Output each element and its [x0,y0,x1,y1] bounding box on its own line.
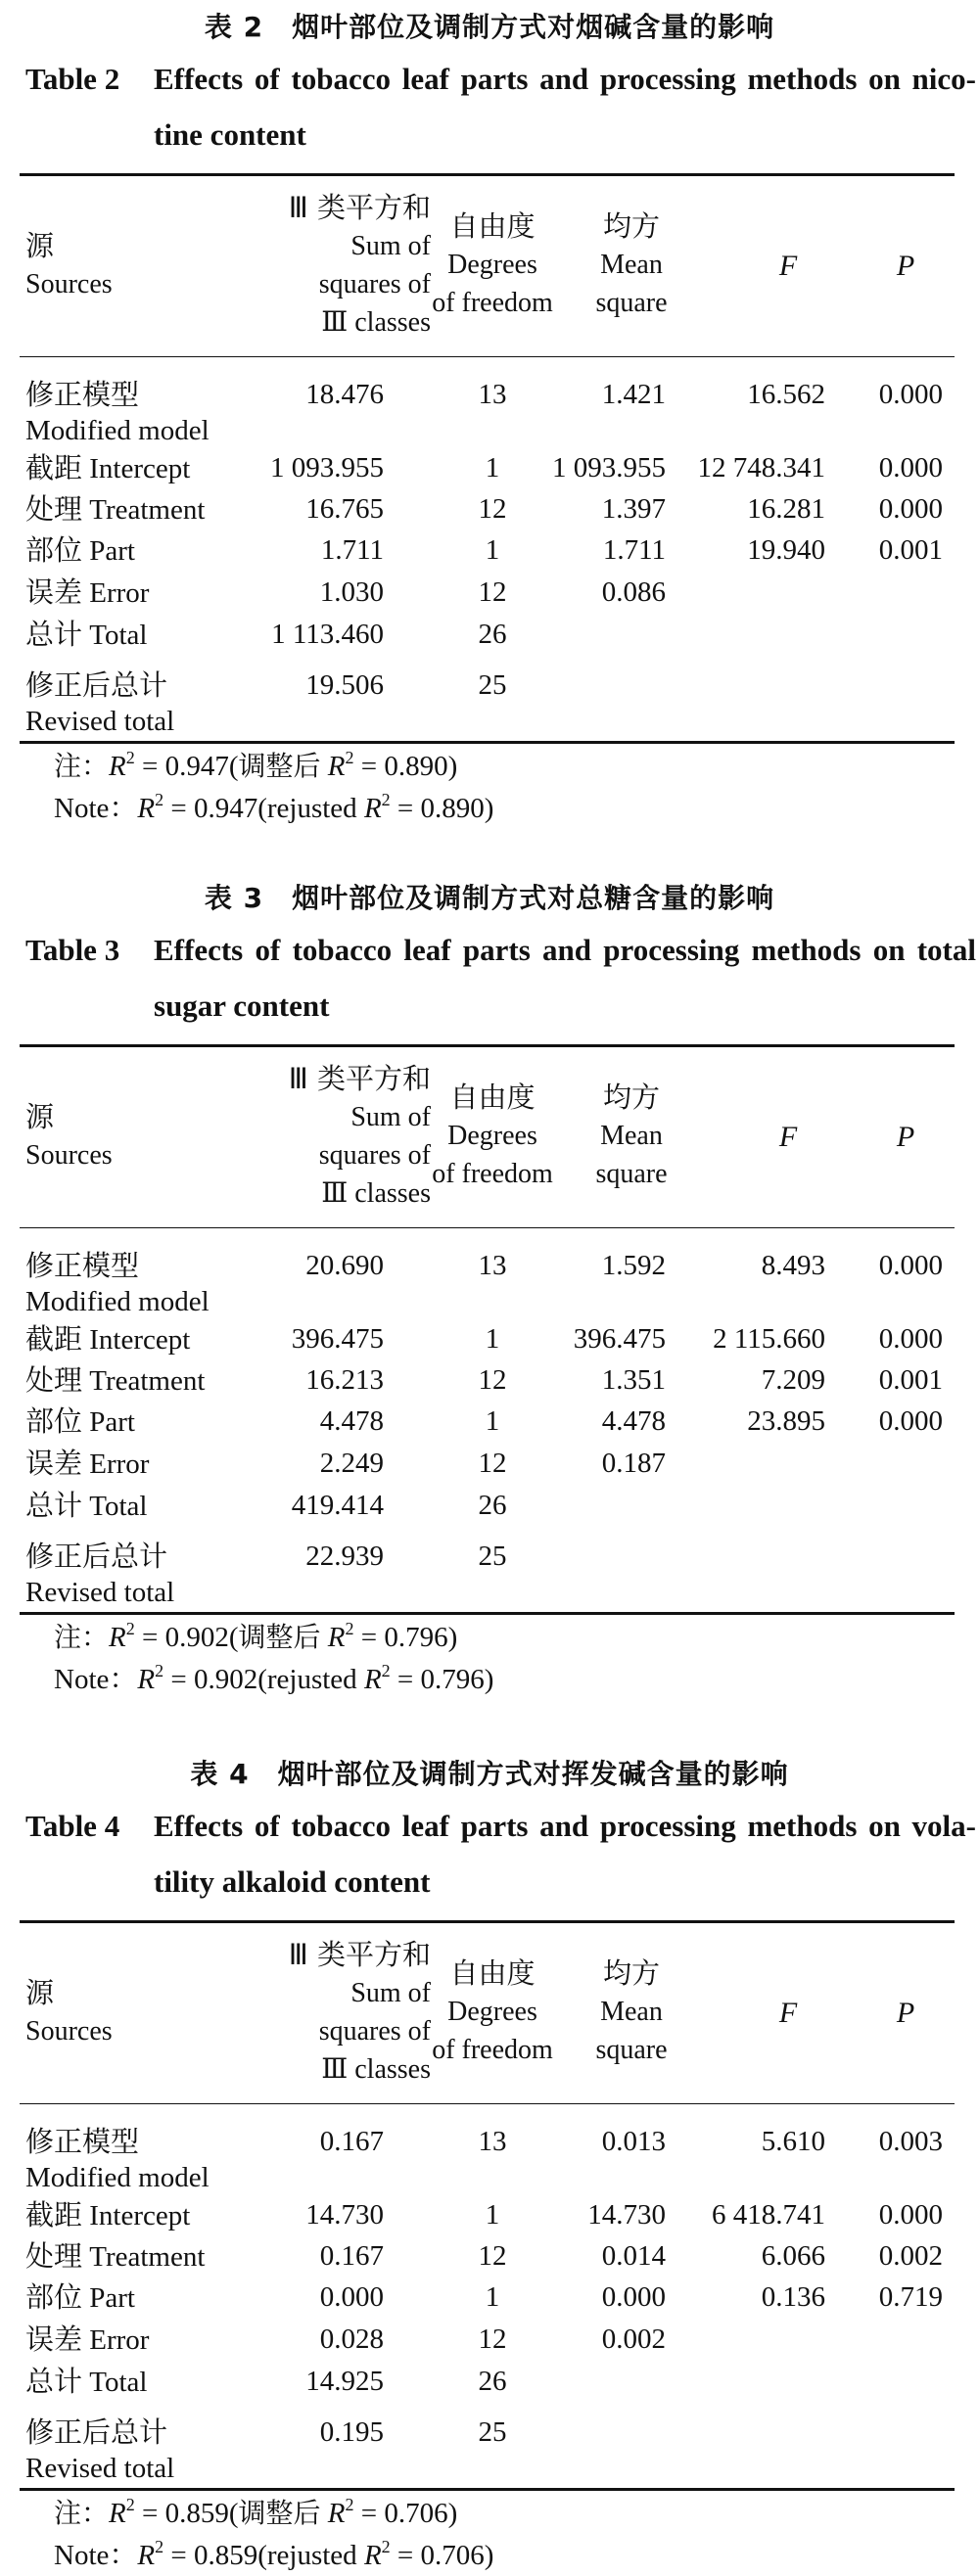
row-source-en: Part [89,535,135,567]
header-df-line: 自由度 [449,1956,536,1990]
row-source [25,532,135,569]
note-r2: 0.902 [164,1622,229,1653]
row-source-cn: 修正后总计 [25,2415,168,2449]
header-sources-cn: 源 [25,1976,55,2009]
header-p-label: P [896,1121,915,1153]
header-df-line: 自由度 [449,209,536,243]
row-sum-of-squares: 0.028 [319,2323,384,2355]
row-source-cn: 总计 [25,2365,83,2398]
table-title-cn: 表 2 烟叶部位及调制方式对烟碱含量的影响 [204,11,775,43]
note-adj-label: rejusted [266,2540,357,2571]
row-mean-square: 1.421 [601,379,666,410]
r-symbol: R [109,751,126,782]
table-label: Table 4 [25,1809,120,1843]
row-source-en: Total [89,2367,148,2398]
note-prefix: Note： [54,2540,138,2571]
note-adj-label: 调整后 [238,750,321,782]
note-r2: 0.902 [193,1664,258,1695]
note-en: Note：$R^2$ = 0.859(rejusted $R^2 = 0.706$) [54,2537,494,2571]
table-header-rule [20,1227,955,1228]
row-mean-square: 0.014 [601,2240,666,2272]
row-sum-of-squares: 1.030 [319,576,384,608]
note-adj-r2: 0.796 [384,1622,448,1653]
header-sources-en: Sources [25,1140,113,1171]
table-bottom-rule [20,2488,955,2491]
note-prefix: Note： [54,1664,138,1695]
note-adj-r2: 0.706 [420,2540,485,2571]
note-r2: 0.947 [164,751,229,782]
note-en: Note：$R^2$ = 0.947(rejusted $R^2 = 0.890$) [54,790,494,824]
table-header-rule [20,2103,955,2104]
header-ss-line: Ⅲ 类平方和 [288,191,431,224]
header-p [881,247,930,286]
header-degrees-of-freedom [424,207,561,322]
row-df: 26 [478,619,507,650]
header-ss-line: Sum of [350,1978,431,2008]
row-sum-of-squares: 419.414 [291,1490,384,1521]
table-title-en [25,1798,976,1909]
row-mean-square: 1 093.955 [552,452,666,483]
note-cn: 注：$R^2 = 0.859$(调整后 $R^2 = 0.706$) [54,2495,458,2529]
header-sum-of-squares [264,1936,431,2089]
row-source-cn: 处理 [25,2239,83,2273]
row-source-en: Treatment [89,1365,206,1397]
row-sum-of-squares: 1 093.955 [270,452,384,483]
table-title-line1: Effects of tobacco leaf parts and processing methods on total [154,933,976,967]
row-sum-of-squares: 18.476 [305,379,384,410]
row-mean-square: 0.000 [601,2281,666,2313]
header-mean-square [578,1955,685,2069]
row-df: 1 [485,2281,500,2313]
row-f: 16.562 [747,379,825,410]
note-adj-label: 调整后 [238,1621,321,1653]
row-source-cn: 误差 [25,1447,83,1480]
header-sources [25,1098,113,1174]
header-f [764,247,813,286]
row-source-en: Intercept [89,453,191,484]
row-sum-of-squares: 14.730 [305,2199,384,2231]
row-p: 0.000 [878,452,943,483]
row-df: 25 [478,669,507,701]
row-df: 12 [478,1448,507,1479]
note-adj-r2: 0.890 [384,751,448,782]
header-f-label: F [778,250,798,282]
note-r2: 0.859 [164,2498,229,2529]
row-source-en: Modified model [25,1286,210,1317]
r-exponent: 2 [345,1619,354,1638]
table-title-line2: tility alkaloid content [154,1864,431,1899]
row-f: 6.066 [761,2240,825,2272]
row-df: 26 [478,2366,507,2397]
row-source-en: Intercept [89,2200,191,2231]
header-ms-line: 均方 [602,1081,660,1114]
row-source-en: Modified model [25,415,210,446]
row-df: 1 [485,1323,500,1355]
row-sum-of-squares: 1.711 [320,534,384,566]
row-p: 0.001 [878,534,943,566]
row-p: 0.002 [878,2240,943,2272]
row-df: 12 [478,493,507,525]
row-source-en: Error [89,2324,150,2356]
header-sum-of-squares [264,1060,431,1213]
row-f: 5.610 [761,2126,825,2157]
row-source [25,2415,174,2486]
r-symbol: R [109,1622,126,1653]
r-symbol: R [109,2498,126,2529]
row-mean-square: 14.730 [587,2199,666,2231]
row-source-en: Error [89,1449,150,1480]
table-title-text [154,922,976,1034]
r-symbol: R [363,793,382,824]
row-sum-of-squares: 1 113.460 [271,619,384,650]
header-sources-en: Sources [25,2016,113,2047]
row-source [25,667,174,739]
row-source-cn: 部位 [25,2280,83,2314]
row-source-cn: 修正后总计 [25,668,168,702]
header-sources-cn: 源 [25,229,55,262]
header-df-line: of freedom [432,2035,553,2065]
row-mean-square: 396.475 [573,1323,666,1355]
header-ms-line: 均方 [602,209,660,243]
r-exponent: 2 [155,2537,164,2556]
header-f [764,1118,813,1157]
row-source [25,617,147,653]
row-mean-square: 1.592 [601,1250,666,1281]
note-prefix: 注： [54,750,110,782]
row-source-en: Part [89,1406,135,1438]
row-mean-square: 0.013 [601,2126,666,2157]
row-source [25,2279,135,2316]
note-adj-r2: 0.890 [420,793,485,824]
row-f: 23.895 [747,1405,825,1437]
row-sum-of-squares: 22.939 [305,1541,384,1572]
row-source [25,1321,190,1357]
r-symbol: R [363,2540,382,2571]
row-source-cn: 误差 [25,2323,83,2356]
row-f: 7.209 [761,1364,825,1396]
header-ms-line: square [595,1159,668,1189]
note-adj-label: rejusted [266,793,357,824]
row-p: 0.000 [878,1250,943,1281]
row-sum-of-squares: 19.506 [305,669,384,701]
row-source-cn: 修正模型 [25,378,140,411]
row-p: 0.000 [878,379,943,410]
row-sum-of-squares: 0.167 [319,2240,384,2272]
row-source-cn: 总计 [25,618,83,651]
table-block [0,871,979,1693]
header-ss-line: Ⅲ 类平方和 [288,1938,431,1971]
note-adj-r2: 0.796 [420,1664,485,1695]
row-source-cn: 修正模型 [25,2125,140,2158]
row-source-en: Intercept [89,1324,191,1356]
r-symbol: R [137,1664,156,1695]
note-prefix: Note： [54,793,138,824]
table-bottom-rule [20,741,955,744]
row-source-cn: 误差 [25,575,83,609]
row-df: 13 [478,2126,507,2157]
row-f: 0.136 [761,2281,825,2313]
header-ms-line: Mean [600,1121,663,1151]
row-source-cn: 部位 [25,533,83,567]
row-p: 0.000 [878,1323,943,1355]
row-mean-square: 1.711 [602,534,666,566]
row-df: 25 [478,1541,507,1572]
table-header-rule [20,356,955,357]
header-sources-en: Sources [25,269,113,299]
note-prefix: 注： [54,2497,110,2529]
note-en: Note：$R^2$ = 0.902(rejusted $R^2 = 0.796$) [54,1661,494,1695]
header-ss-line: squares of [318,1140,431,1171]
row-source-cn: 部位 [25,1404,83,1438]
table-bottom-rule [20,1612,955,1615]
r-exponent: 2 [125,2495,135,2514]
r-symbol: R [327,751,346,782]
header-ss-line: Ⅲ classes [321,2054,431,2085]
r-exponent: 2 [155,790,164,809]
header-ss-line: Sum of [350,1102,431,1132]
r-symbol: R [327,1622,346,1653]
row-f: 16.281 [747,493,825,525]
row-source-en: Part [89,2282,135,2314]
row-source-en: Treatment [89,494,206,526]
header-degrees-of-freedom [424,1079,561,1193]
note-r2: 0.859 [193,2540,258,2571]
row-source-en: Treatment [89,2241,206,2273]
header-ms-line: 均方 [602,1956,660,1990]
row-source-cn: 修正后总计 [25,1540,168,1573]
r-symbol: R [363,1664,382,1695]
row-df: 12 [478,2323,507,2355]
row-df: 1 [485,452,500,483]
note-adj-r2: 0.706 [384,2498,448,2529]
header-ss-line: Ⅲ classes [321,1178,431,1209]
table-title-cn: 表 3 烟叶部位及调制方式对总糖含量的影响 [204,882,775,914]
note-r2: 0.947 [193,793,258,824]
row-mean-square: 0.187 [601,1448,666,1479]
row-source-cn: 截距 [25,451,83,484]
row-df: 12 [478,2240,507,2272]
r-exponent: 2 [125,748,135,767]
header-mean-square [578,1079,685,1193]
header-mean-square [578,207,685,322]
header-sum-of-squares [264,189,431,342]
row-f: 12 748.341 [697,452,825,483]
row-df: 1 [485,2199,500,2231]
row-source [25,2197,190,2233]
row-source [25,1403,135,1440]
row-p: 0.000 [878,2199,943,2231]
table-title-line1: Effects of tobacco leaf parts and processing methods on nico- [154,62,976,96]
row-f: 6 418.741 [712,2199,825,2231]
row-p: 0.003 [878,2126,943,2157]
row-mean-square: 0.002 [601,2323,666,2355]
row-df: 13 [478,1250,507,1281]
header-ss-line: squares of [318,269,431,299]
table-title-en [25,51,976,162]
header-ms-line: Mean [600,1997,663,2027]
row-source-en: Error [89,577,150,609]
table-top-rule [20,1044,955,1047]
header-p-label: P [896,250,915,282]
table-title-en [25,922,976,1034]
table-title-line1: Effects of tobacco leaf parts and processing methods on vola- [154,1809,976,1843]
table-title-text [154,1798,976,1909]
row-source-cn: 截距 [25,1322,83,1356]
row-df: 1 [485,1405,500,1437]
header-sources [25,1974,113,2050]
table-label: Table 2 [25,62,120,96]
note-adj-label: 调整后 [238,2497,321,2529]
row-df: 12 [478,576,507,608]
header-ss-line: Ⅲ 类平方和 [288,1062,431,1095]
row-p: 0.000 [878,1405,943,1437]
r-symbol: R [137,2540,156,2571]
r-exponent: 2 [381,1661,391,1680]
header-df-line: Degrees [447,250,537,280]
header-df-line: of freedom [432,288,553,318]
note-cn: 注：$R^2 = 0.902$(调整后 $R^2 = 0.796$) [54,1619,458,1653]
header-ms-line: square [595,288,668,318]
header-df-line: of freedom [432,1159,553,1189]
row-p: 0.719 [878,2281,943,2313]
row-source-cn: 修正模型 [25,1249,140,1282]
r-exponent: 2 [345,748,354,767]
row-sum-of-squares: 2.249 [319,1448,384,1479]
row-source-cn: 处理 [25,1363,83,1397]
row-df: 12 [478,1364,507,1396]
row-p: 0.000 [878,493,943,525]
row-sum-of-squares: 16.213 [305,1364,384,1396]
header-f-label: F [778,1997,798,2029]
table-top-rule [20,1920,955,1923]
row-mean-square: 1.351 [601,1364,666,1396]
r-symbol: R [327,2498,346,2529]
table-top-rule [20,173,955,176]
row-sum-of-squares: 0.195 [319,2416,384,2448]
row-source [25,2364,147,2400]
note-cn: 注：$R^2 = 0.947$(调整后 $R^2 = 0.890$) [54,748,458,782]
row-source-en: Revised total [25,706,175,737]
header-sources-cn: 源 [25,1100,55,1133]
note-prefix: 注： [54,1621,110,1653]
row-sum-of-squares: 14.925 [305,2366,384,2397]
row-f: 2 115.660 [713,1323,825,1355]
header-degrees-of-freedom [424,1955,561,2069]
table-title-text [154,51,976,162]
header-p [881,1118,930,1157]
row-sum-of-squares: 0.167 [319,2126,384,2157]
header-df-line: 自由度 [449,1081,536,1114]
row-source-cn: 处理 [25,492,83,526]
row-sum-of-squares: 4.478 [319,1405,384,1437]
row-p: 0.001 [878,1364,943,1396]
row-source-en: Modified model [25,2162,210,2193]
row-sum-of-squares: 16.765 [305,493,384,525]
table-block [0,1747,979,2569]
r-exponent: 2 [381,790,391,809]
header-ss-line: Sum of [350,231,431,261]
row-source [25,1539,174,1610]
row-sum-of-squares: 20.690 [305,1250,384,1281]
row-source-en: Revised total [25,1577,175,1608]
header-ss-line: Ⅲ classes [321,307,431,338]
row-source [25,2322,149,2358]
row-source [25,450,190,486]
header-ms-line: Mean [600,250,663,280]
header-ss-line: squares of [318,2016,431,2047]
table-title-line2: sugar content [154,989,330,1023]
row-source-cn: 截距 [25,2198,83,2231]
row-mean-square: 4.478 [601,1405,666,1437]
row-mean-square: 1.397 [601,493,666,525]
row-f: 19.940 [747,534,825,566]
header-df-line: Degrees [447,1121,537,1151]
r-exponent: 2 [381,2537,391,2556]
row-source-en: Total [89,620,148,651]
row-df: 1 [485,534,500,566]
row-source-en: Revised total [25,2453,175,2484]
row-source [25,575,149,611]
row-mean-square: 0.086 [601,576,666,608]
r-exponent: 2 [125,1619,135,1638]
row-source-en: Total [89,1491,148,1522]
row-sum-of-squares: 396.475 [291,1323,384,1355]
header-df-line: Degrees [447,1997,537,2027]
r-exponent: 2 [345,2495,354,2514]
note-adj-label: rejusted [266,1664,357,1695]
header-p-label: P [896,1997,915,2029]
row-df: 26 [478,1490,507,1521]
header-f-label: F [778,1121,798,1153]
row-source-cn: 总计 [25,1489,83,1522]
row-source [25,1446,149,1482]
table-label: Table 3 [25,933,120,967]
row-source [25,1488,147,1524]
header-sources [25,227,113,303]
header-p [881,1994,930,2033]
table-title-line2: tine content [154,117,306,152]
r-symbol: R [137,793,156,824]
row-f: 8.493 [761,1250,825,1281]
table-block [0,0,979,822]
table-title-cn: 表 4 烟叶部位及调制方式对挥发碱含量的影响 [190,1758,789,1790]
row-df: 25 [478,2416,507,2448]
r-exponent: 2 [155,1661,164,1680]
row-df: 13 [478,379,507,410]
header-f [764,1994,813,2033]
header-ms-line: square [595,2035,668,2065]
row-sum-of-squares: 0.000 [319,2281,384,2313]
